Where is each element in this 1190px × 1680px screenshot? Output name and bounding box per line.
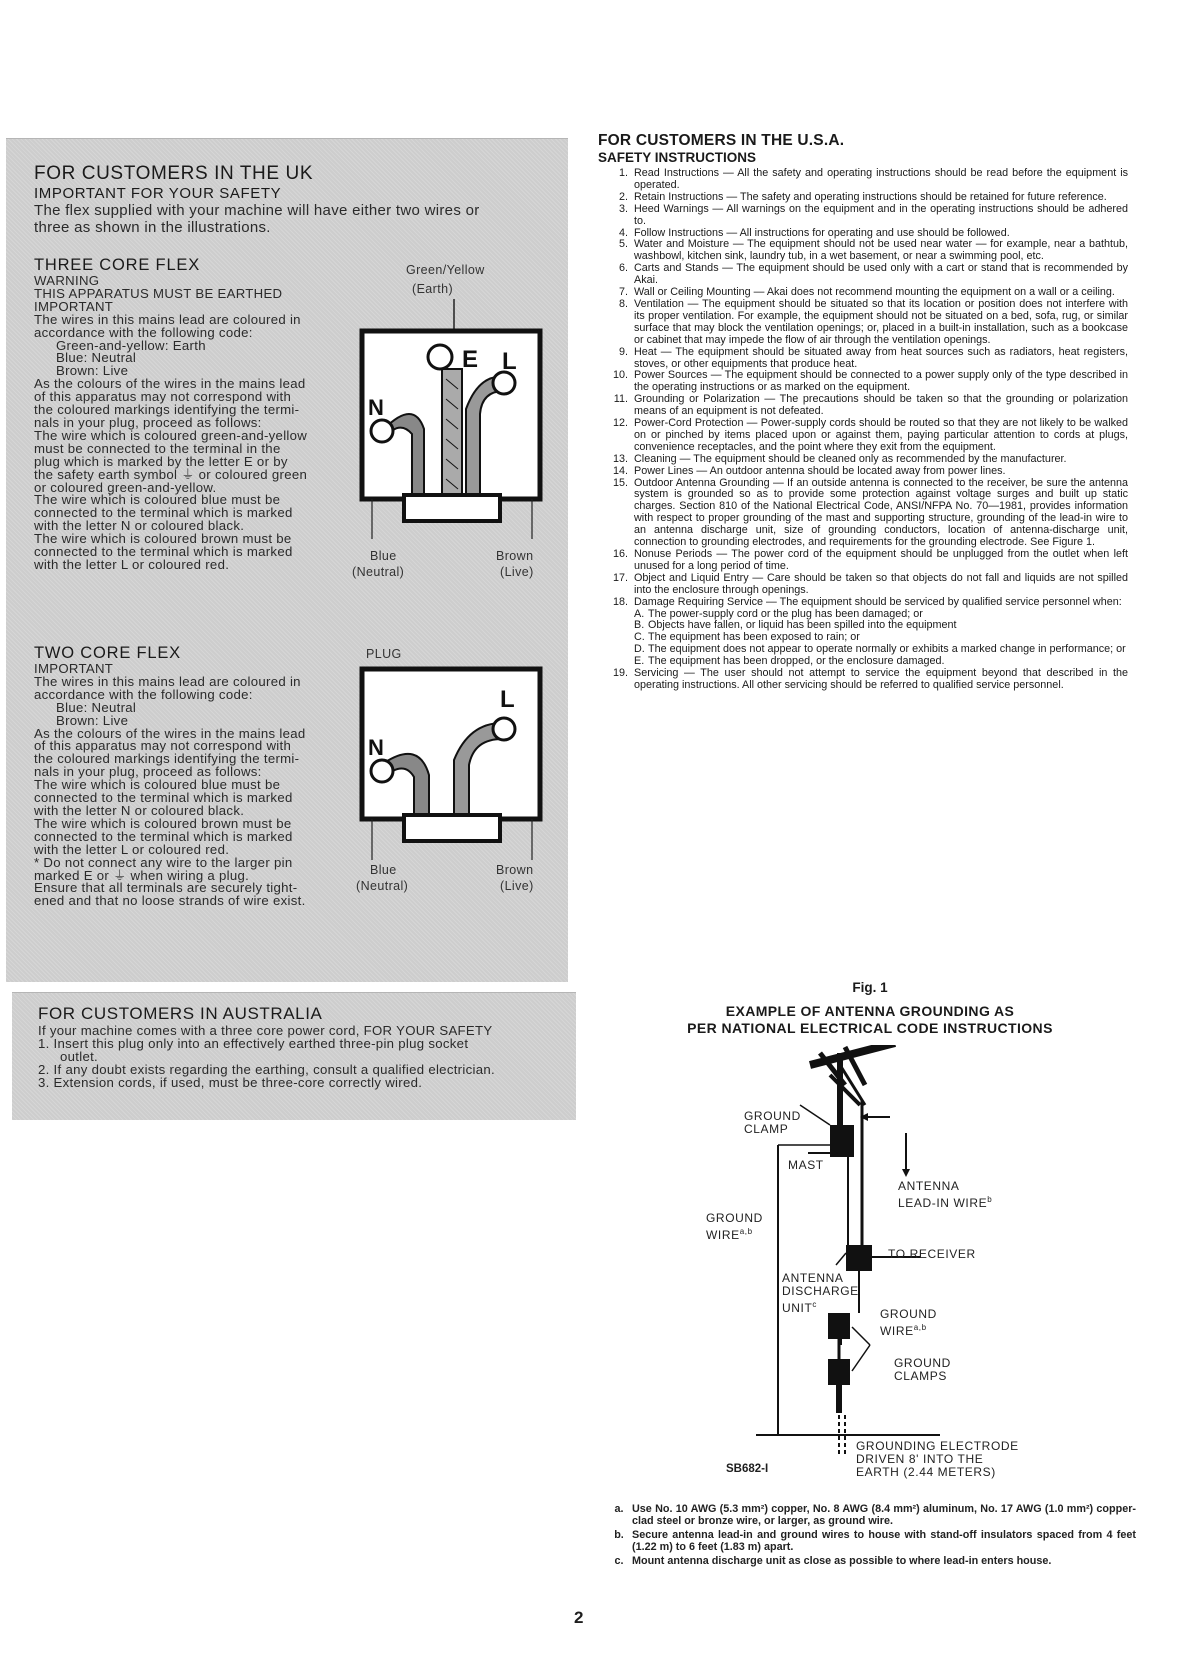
three-core-title: THREE CORE FLEX: [34, 256, 201, 274]
safety-item-number: 1.: [618, 167, 628, 179]
text-line: of this apparatus may not correspond with: [34, 389, 292, 405]
safety-item-number: 17.: [612, 571, 628, 584]
antenna-lead-in-label: ANTENNA LEAD-IN WIRE$^b$: [898, 1179, 993, 1210]
text-line: Ensure that all terminals are securely tight-: [34, 880, 298, 896]
australia-section-panel: [12, 992, 576, 1120]
text-line: Brown: Live: [56, 363, 129, 379]
figure-note: [606, 1503, 1136, 1527]
service-conditions-list: [598, 609, 1128, 669]
safety-item-text: Heed Warnings — All warnings on the equipment and in the operating instructions should be adhered to.: [634, 202, 1128, 227]
uk-section-panel: [6, 138, 568, 982]
earth-label: (Earth): [412, 282, 454, 296]
safety-item-number: 2.: [618, 190, 628, 203]
safety-item-text: Retain Instructions — The safety and operating instructions should be retained for future reference.: [634, 190, 1107, 203]
text-line: * Do not connect any wire to the larger pin: [34, 854, 293, 870]
text-line: The wire which is coloured blue must be: [34, 492, 281, 508]
to-receiver-label: TO RECEIVER: [888, 1247, 976, 1261]
safety-item-text: Outdoor Antenna Grounding — If an outside antenna is connected to the receiver, be sure the antenna system is grounded so as to provide some protection against voltage surges and built up static charges. Section 810 of the National Electrical Code, ANSI/NFPA No. 70—1981, provides information with respect to proper grounding of the mast and supporting structure, grounding of the lead-in wire to an antenna discharge unit, size of grounding conductors, location of antenna-discharge unit, connection to grounding electrodes, and requirements for the grounding electrode. See Figure 1.: [634, 476, 1128, 549]
figure-note: [606, 1529, 1136, 1553]
safety-item-text: Ventilation — The equipment should be situated so that its location or position does not interfere with its proper ventilation. For example, the equipment should not be situated on a bed, sofa, rug, or similar surface that may block the ventilation openings; or, placed in a built-in installation, such as a bookcase or cabinet that may impede the flow of air through the ventilation openings.: [634, 297, 1128, 346]
text-line: The wire which is coloured brown must be: [34, 815, 292, 831]
figure-title-line: PER NATIONAL ELECTRICAL CODE INSTRUCTIONS: [687, 1020, 1053, 1036]
uk-intro-line: The flex supplied with your machine will have either two wires or: [34, 202, 480, 219]
text-line: If your machine comes with a three core power cord, FOR YOUR SAFETY: [38, 1023, 493, 1038]
discharge-unit: [846, 1245, 872, 1271]
safety-item-text: Read Instructions — All the safety and operating instructions should be read before the equipment is operated.: [634, 167, 1128, 191]
text-line: Blue: Neutral: [56, 699, 137, 715]
cord-grip: [404, 495, 500, 521]
three-core-plug-diagram: [354, 299, 550, 549]
text-line: The wires in this mains lead are coloured in: [34, 673, 301, 689]
text-line: accordance with the following code:: [34, 324, 253, 340]
warning-title: WARNING: [34, 273, 100, 288]
safety-item: [598, 418, 1128, 454]
text-line: the coloured markings identifying the termi-: [34, 751, 300, 767]
safety-item-text: Power Lines — An outdoor antenna should be located away from power lines.: [634, 464, 1006, 477]
safety-item: [598, 204, 1128, 228]
text-line: of this apparatus may not correspond with: [34, 738, 292, 754]
part-number: SB682-I: [726, 1463, 769, 1475]
letter-l: L: [502, 348, 517, 375]
safety-item: [598, 299, 1128, 347]
safety-item-number: 7.: [618, 286, 628, 299]
text-line: Green-and-yellow: Earth: [56, 337, 206, 353]
earth-wire: [442, 369, 462, 509]
text-line: nals in your plug, proceed as follows:: [34, 764, 262, 780]
letter-l: L: [500, 686, 515, 713]
safety-item-number: 9.: [618, 345, 628, 358]
safety-item: [598, 454, 1128, 466]
safety-item-text: Power-Cord Protection — Power-supply cords should be routed so that they are not likely to be walked on or pinched by items placed upon or against them, paying particular attention to cords at plugs, convenience receptacles, and the point where they exit from the equipment.: [634, 417, 1128, 453]
safety-item: [598, 239, 1128, 263]
uk-subheading: IMPORTANT FOR YOUR SAFETY: [34, 185, 282, 202]
safety-item-number: 15.: [612, 476, 628, 489]
safety-instructions-heading: SAFETY INSTRUCTIONS: [598, 150, 757, 165]
safety-item: [598, 192, 1128, 204]
ground-wire-label: GROUND WIRE$^{a,b}$: [706, 1211, 763, 1242]
service-condition-text: Objects have fallen, or liquid has been spilled into the equipment: [648, 619, 957, 632]
text-line: outlet.: [60, 1048, 99, 1064]
safety-item-text: Nonuse Periods — The power cord of the equipment should be unplugged from the outlet when left unused for a long period of time.: [634, 548, 1128, 572]
service-condition-number: D.: [634, 643, 645, 656]
grounding-electrode-label: GROUNDING ELECTRODE DRIVEN 8' INTO THE EARTH (2.44 METERS): [856, 1439, 1019, 1479]
safety-item-number: 5.: [618, 238, 628, 251]
earth-terminal: [428, 345, 452, 369]
service-condition-text: The power-supply cord or the plug has been damaged; or: [648, 607, 923, 620]
live-label: (Live): [500, 565, 534, 579]
safety-item-text: Water and Moisture — The equipment should not be used near water — for example, near a bathtub, washbowl, kitchen sink, laundry tub, in a wet basement, or near a swimming pool, etc.: [634, 238, 1128, 263]
safety-item-text: Carts and Stands — The equipment should be used only with a cart or stand that is recommended by Akai.: [634, 262, 1128, 287]
figure-title-line: EXAMPLE OF ANTENNA GROUNDING AS: [725, 1003, 1015, 1019]
text-line: or coloured green-and-yellow.: [34, 479, 217, 495]
figure-note-text: Use No. 10 AWG (5.3 mm²) copper, No. 8 AWG (8.4 mm²) aluminum, No. 17 AWG (1.0 mm²) copper-clad steel or bronze wire, or larger, as ground wire.: [632, 1503, 1136, 1527]
text-line: with the letter N or coloured black.: [34, 802, 245, 818]
blue-label: Blue: [370, 549, 397, 563]
safety-item-number: 16.: [612, 548, 628, 560]
warning-text: THIS APPARATUS MUST BE EARTHED: [34, 285, 283, 301]
figure-note-number: c.: [614, 1555, 624, 1567]
safety-item-text: Object and Liquid Entry — Care should be taken so that objects do not fall and liquids are not spilled into the enclosure through openings.: [634, 571, 1128, 596]
two-core-title: TWO CORE FLEX: [34, 644, 181, 662]
ground-wire-label-2: GROUND WIRE$^{a,b}$: [880, 1307, 937, 1338]
text-line: must be connected to the terminal in the: [34, 440, 281, 456]
australia-heading: FOR CUSTOMERS IN AUSTRALIA: [38, 1004, 323, 1023]
safety-item-text: Power Sources — The equipment should be connected to a power supply only of the type described in the operating instructions or as marked on the equipment.: [634, 369, 1128, 394]
safety-item: [598, 466, 1128, 478]
text-line: the coloured markings identifying the termi-: [34, 402, 300, 418]
text-line: The wire which is coloured green-and-yellow: [34, 427, 308, 443]
safety-item-number: 8.: [618, 297, 628, 310]
safety-item-number: 10.: [612, 369, 628, 382]
safety-item-text: Cleaning — The equipment should be cleaned only as recommended by the manufacturer.: [634, 452, 1067, 465]
safety-item-number: 13.: [612, 452, 628, 465]
letter-n: N: [368, 395, 384, 420]
text-line: with the letter L or coloured red.: [34, 556, 230, 572]
figure-note-number: a.: [614, 1503, 624, 1515]
figure-note-text: Mount antenna discharge unit as close as possible to where lead-in enters house.: [632, 1555, 1052, 1567]
safety-item-text: Grounding or Polarization — The precautions should be taken so that the grounding or polarization means of an equipment is not defeated.: [634, 393, 1128, 418]
safety-item-number: 3.: [618, 202, 628, 215]
letter-n: N: [368, 735, 384, 760]
text-line: nals in your plug, proceed as follows:: [34, 414, 262, 430]
plug-label: PLUG: [366, 647, 402, 661]
text-line: The wire which is coloured brown must be: [34, 531, 292, 547]
usa-heading: FOR CUSTOMERS IN THE U.S.A.: [598, 132, 845, 149]
blue-label: Blue: [370, 863, 397, 877]
figure-note: [606, 1555, 1136, 1567]
text-line: accordance with the following code:: [34, 686, 253, 702]
safety-item-text: Wall or Ceiling Mounting — Akai does not recommend mounting the equipment on a wall or a ceiling.: [634, 286, 1115, 299]
important-title: IMPORTANT: [34, 661, 114, 676]
text-line: with the letter N or coloured black.: [34, 518, 245, 534]
green-yellow-label: Green/Yellow: [406, 263, 485, 277]
neutral-label: (Neutral): [352, 565, 405, 579]
text-line: 1. Insert this plug only into an effectively earthed three-pin plug socket: [38, 1035, 469, 1051]
safety-item: [598, 478, 1128, 549]
safety-item: [598, 394, 1128, 418]
figure-note-text: Secure antenna lead-in and ground wires to house with stand-off insulators spaced from 4 feet (1.22 m) to 6 feet (1.83 m) apart.: [632, 1529, 1136, 1553]
safety-item-number: 19.: [612, 667, 628, 680]
safety-item-text: Heat — The equipment should be situated away from heat sources such as radiators, heat registers, stoves, or other equipments that produce heat.: [634, 345, 1128, 370]
ground-clamp-label: GROUND CLAMP: [744, 1109, 801, 1136]
safety-item-number: 12.: [612, 417, 628, 430]
letter-e: E: [462, 346, 479, 373]
uk-intro: [34, 163, 554, 236]
text-line: Brown: Live: [56, 712, 129, 728]
brown-label: Brown: [496, 549, 534, 563]
text-line: 2. If any doubt exists regarding the earthing, consult a qualified electrician.: [38, 1061, 495, 1077]
neutral-label: (Neutral): [356, 879, 409, 893]
text-line: As the colours of the wires in the mains lead: [34, 376, 306, 392]
text-line: with the letter L or coloured red.: [34, 841, 230, 857]
two-core-text: [34, 643, 306, 908]
text-line: plug which is marked by the letter E or by: [34, 453, 288, 469]
text-line: The wire which is coloured blue must be: [34, 777, 281, 793]
service-condition-number: E.: [634, 655, 645, 668]
text-line: As the colours of the wires in the mains lead: [34, 725, 306, 741]
two-core-plug-diagram: [354, 665, 550, 875]
usa-section: [598, 132, 1128, 692]
ground-clamps-label: GROUND CLAMPS: [894, 1356, 951, 1383]
text-line: the safety earth symbol ⏚ or coloured green: [34, 466, 308, 482]
neutral-terminal: [371, 760, 393, 782]
service-condition-number: A.: [634, 607, 645, 620]
uk-intro-line: three as shown in the illustrations.: [34, 219, 271, 236]
australia-text: [38, 1003, 495, 1090]
neutral-terminal: [371, 420, 393, 442]
mast-label: MAST: [788, 1158, 824, 1172]
discharge-unit-label: ANTENNA DISCHARGE UNIT$^c$: [782, 1271, 859, 1315]
safety-item-text: Servicing — The user should not attempt to service the equipment beyond that described in the operating instructions. All other servicing should be referred to qualified service personnel.: [634, 667, 1128, 691]
safety-item: [598, 597, 1128, 609]
text-line: 3. Extension cords, if used, must be three-core correctly wired.: [38, 1074, 423, 1090]
text-line: connected to the terminal which is marked: [34, 505, 293, 521]
figure-note-number: b.: [614, 1529, 624, 1541]
safety-item-number: 6.: [618, 262, 628, 275]
figure-number: Fig. 1: [852, 980, 888, 995]
safety-instructions-list: [598, 168, 1128, 692]
uk-heading: FOR CUSTOMERS IN THE UK: [34, 163, 314, 184]
text-line: ened and that no loose strands of wire exist.: [34, 893, 306, 909]
page-number: 2: [574, 1608, 584, 1627]
important-title: IMPORTANT: [34, 298, 114, 314]
safety-item-text: Damage Requiring Service — The equipment should be serviced by qualified service personnel when:: [634, 595, 1122, 608]
safety-item: [598, 370, 1128, 394]
safety-item: [598, 263, 1128, 287]
safety-item: [598, 668, 1128, 692]
safety-item-number: 11.: [613, 393, 628, 406]
text-line: Blue: Neutral: [56, 350, 137, 366]
text-line: marked E or ⏚ when wiring a plug.: [34, 867, 250, 883]
live-terminal: [493, 718, 515, 740]
live-terminal: [493, 372, 515, 394]
safety-item: [598, 347, 1128, 371]
three-core-text: [34, 255, 307, 572]
service-condition-text: The equipment has been dropped, or the enclosure damaged.: [648, 655, 945, 668]
text-line: connected to the terminal which is marked: [34, 790, 293, 806]
text-line: connected to the terminal which is marked: [34, 828, 293, 844]
figure-notes: [606, 1503, 1136, 1569]
cord-grip: [404, 815, 500, 841]
safety-item-text: Follow Instructions — All instructions for operating and use should be followed.: [634, 226, 1010, 239]
service-condition-number: C.: [634, 631, 645, 644]
ground-clamp-lower: [828, 1359, 850, 1385]
safety-item: [598, 168, 1128, 192]
brown-label: Brown: [496, 863, 534, 877]
service-condition-text: The equipment does not appear to operate normally or exhibits a marked change in performance; or: [648, 643, 1126, 656]
safety-item: [598, 573, 1128, 597]
live-label: (Live): [500, 879, 534, 893]
safety-item-number: 18.: [612, 595, 628, 608]
service-condition-text: The equipment has been exposed to rain; or: [648, 631, 860, 644]
safety-item: [598, 549, 1128, 573]
safety-item-number: 4.: [618, 226, 628, 239]
text-line: The wires in this mains lead are coloured in: [34, 311, 301, 327]
service-condition-number: B.: [634, 619, 645, 632]
text-line: connected to the terminal which is marked: [34, 544, 293, 560]
safety-item-number: 14.: [612, 464, 628, 477]
ground-clamp-upper: [828, 1313, 850, 1339]
